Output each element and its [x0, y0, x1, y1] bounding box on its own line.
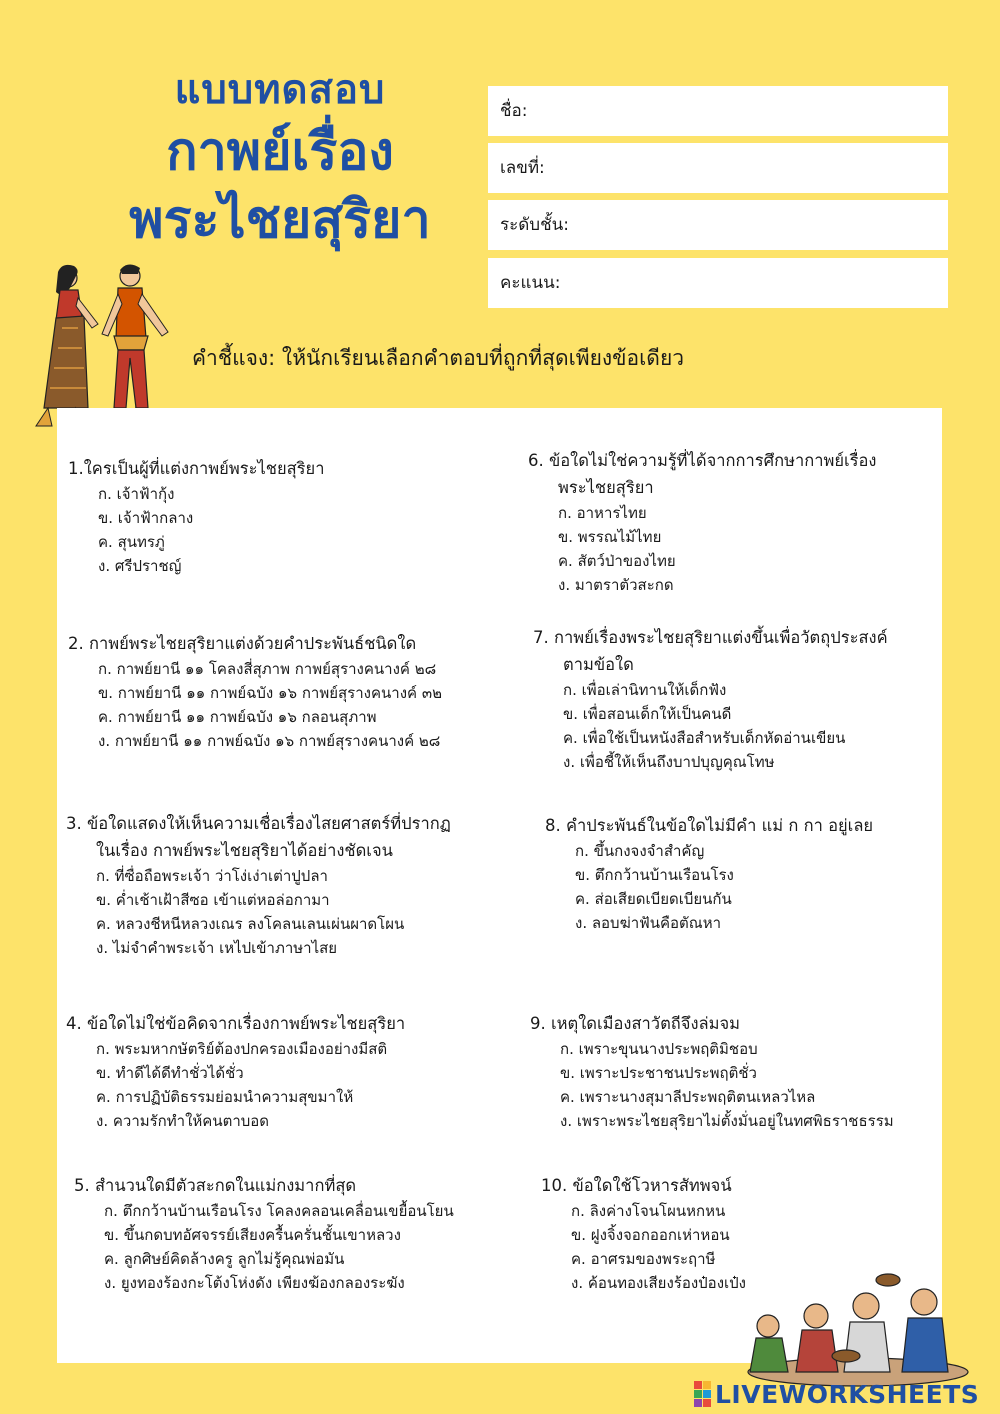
question-5 — [74, 1172, 454, 1295]
question-5-stem: 5. สำนวนใดมีตัวสะกดในแม่กงมากที่สุด — [74, 1176, 357, 1195]
question-3 — [66, 810, 451, 960]
worksheet-title — [70, 62, 490, 254]
logo-blocks-icon — [694, 1381, 711, 1407]
question-2-option-d[interactable]: ง. กาพย์ยานี ๑๑ กาพย์ฉบัง ๑๖ กาพย์สุรางคนางค์ ๒๘ — [98, 732, 441, 750]
question-6 — [528, 447, 877, 597]
logo-block — [694, 1381, 702, 1389]
question-7-option-c[interactable]: ค. เพื่อใช้เป็นหนังสือสำหรับเด็กหัดอ่านเขียน — [563, 729, 846, 747]
question-8-option-a[interactable]: ก. ขึ้นกงจงจำสำคัญ — [575, 842, 705, 860]
question-7-stem-continued: ตามข้อใด — [563, 655, 634, 674]
question-9-option-d[interactable]: ง. เพราะพระไชยสุริยาไม่ตั้งมั่นอยู่ในทศพิธราชธรรม — [560, 1112, 894, 1130]
question-6-option-d[interactable]: ง. มาตราตัวสะกด — [558, 576, 674, 594]
question-2-option-a[interactable]: ก. กาพย์ยานี ๑๑ โคลงสี่สุภาพ กาพย์สุรางคนางค์ ๒๘ — [98, 660, 437, 678]
question-10 — [541, 1172, 746, 1295]
question-8 — [545, 812, 873, 935]
question-1-option-b[interactable]: ข. เจ้าฟ้ากลาง — [98, 509, 194, 527]
question-10-option-a[interactable]: ก. ลิงค่างโจนโผนหกหน — [571, 1202, 726, 1220]
logo-block — [703, 1390, 711, 1398]
question-8-option-d[interactable]: ง. ลอบฆ่าฟันคือตัณหา — [575, 914, 722, 932]
question-9-stem: 9. เหตุใดเมืองสาวัตถีจึงล่มจม — [530, 1014, 741, 1033]
liveworksheets-logo — [694, 1378, 979, 1410]
number-field[interactable] — [488, 143, 948, 193]
question-9 — [530, 1010, 894, 1133]
question-9-option-a[interactable]: ก. เพราะขุนนางประพฤติมิชอบ — [560, 1040, 758, 1058]
question-1-stem: 1.ใครเป็นผู้ที่แต่งกาพย์พระไชยสุริยา — [68, 459, 325, 478]
logo-block — [694, 1399, 702, 1407]
question-7-stem: 7. กาพย์เรื่องพระไชยสุริยาแต่งขึ้นเพื่อวัตถุประสงค์ — [533, 628, 888, 647]
question-3-option-a[interactable]: ก. ที่ซื่อถือพระเจ้า ว่าโง่เง่าเต่าปูปลา — [96, 867, 328, 885]
question-4-stem: 4. ข้อใดไม่ใช่ข้อคิดจากเรื่องกาพย์พระไชยสุริยา — [66, 1014, 406, 1033]
question-3-stem-continued: ในเรื่อง กาพย์พระไชยสุริยาได้อย่างชัดเจน — [96, 841, 393, 860]
question-5-option-c[interactable]: ค. ลูกศิษย์คิดล้างครู ลูกไม่รู้คุณพ่อมัน — [104, 1250, 345, 1268]
woman-figure — [36, 265, 98, 428]
question-6-stem-continued: พระไชยสุริยา — [558, 478, 654, 497]
grade-field[interactable] — [488, 200, 948, 250]
question-2-option-c[interactable]: ค. กาพย์ยานี ๑๑ กาพย์ฉบัง ๑๖ กลอนสุภาพ — [98, 708, 377, 726]
logo-block — [703, 1381, 711, 1389]
question-10-option-d[interactable]: ง. ค้อนทองเสียงร้องป๋องเป๋ง — [571, 1274, 746, 1292]
question-3-stem: 3. ข้อใดแสดงให้เห็นความเชื่อเรื่องไสยศาสตร์ที่ปรากฏ — [66, 814, 451, 833]
question-10-option-c[interactable]: ค. อาศรมของพระฤาษี — [571, 1250, 716, 1268]
name-field[interactable] — [488, 86, 948, 136]
question-4-option-c[interactable]: ค. การปฏิบัติธรรมย่อมนำความสุขมาให้ — [96, 1088, 354, 1106]
group-eating-illustration — [738, 1268, 978, 1388]
question-4 — [66, 1010, 405, 1133]
question-2 — [68, 630, 442, 753]
question-2-option-b[interactable]: ข. กาพย์ยานี ๑๑ กาพย์ฉบัง ๑๖ กาพย์สุรางคนางค์ ๓๒ — [98, 684, 442, 702]
question-1-option-a[interactable]: ก. เจ้าฟ้ากุ้ง — [98, 485, 175, 503]
question-4-option-a[interactable]: ก. พระมหากษัตริย์ต้องปกครองเมืองอย่างมีสติ — [96, 1040, 388, 1058]
question-7-option-d[interactable]: ง. เพื่อชี้ให้เห็นถึงบาปบุญคุณโทษ — [563, 753, 775, 771]
question-6-option-a[interactable]: ก. อาหารไทย — [558, 504, 647, 522]
score-field[interactable] — [488, 258, 948, 308]
question-6-stem: 6. ข้อใดไม่ใช่ความรู้ที่ได้จากการศึกษากาพย์เรื่อง — [528, 451, 877, 470]
question-7-option-a[interactable]: ก. เพื่อเล่านิทานให้เด็กฟัง — [563, 681, 727, 699]
question-2-stem: 2. กาพย์พระไชยสุริยาแต่งด้วยคำประพันธ์ชนิดใด — [68, 634, 417, 653]
question-4-option-b[interactable]: ข. ทำดีได้ดีทำชั่วได้ชั่ว — [96, 1064, 244, 1082]
title-line-1: แบบทดสอบ — [174, 67, 386, 113]
question-4-option-d[interactable]: ง. ความรักทำให้คนตาบอด — [96, 1112, 270, 1130]
question-3-option-c[interactable]: ค. หลวงชีหนีหลวงเณร ลงโคลนเลนเผ่นผาดโผน — [96, 915, 405, 933]
score-label: คะแนน: — [500, 273, 561, 293]
question-10-option-b[interactable]: ข. ฝูงจิ้งจอกออกเห่าหอน — [571, 1226, 730, 1244]
question-7-option-b[interactable]: ข. เพื่อสอนเด็กให้เป็นคนดี — [563, 705, 732, 723]
question-8-option-b[interactable]: ข. ตึกกว้านบ้านเรือนโรง — [575, 866, 734, 884]
question-1 — [68, 455, 324, 578]
question-10-stem: 10. ข้อใดใช้โวหารสัทพจน์ — [541, 1176, 732, 1195]
question-9-option-c[interactable]: ค. เพราะนางสุมาลีประพฤติตนเหลวไหล — [560, 1088, 816, 1106]
question-7 — [533, 624, 888, 774]
number-label: เลขที่: — [500, 158, 545, 178]
title-line-3: พระไชยสุริยา — [129, 190, 431, 250]
logo-wordmark: LIVEWORKSHEETS — [715, 1379, 980, 1409]
instruction-text: คำชี้แจง: ให้นักเรียนเลือกคำตอบที่ถูกที่สุดเพียงข้อเดียว — [192, 346, 685, 370]
question-1-option-c[interactable]: ค. สุนทรภู่ — [98, 533, 165, 551]
question-3-option-d[interactable]: ง. ไม่จำคำพระเจ้า เหไปเข้าภาษาไสย — [96, 939, 338, 957]
question-1-option-d[interactable]: ง. ศรีปราชญ์ — [98, 557, 182, 575]
question-9-option-b[interactable]: ข. เพราะประชาชนประพฤติชั่ว — [560, 1064, 757, 1082]
question-5-option-b[interactable]: ข. ขึ้นกดบทอัศจรรย์เสียงครื้นครั่นชั้นเขาหลวง — [104, 1226, 401, 1244]
logo-block — [694, 1390, 702, 1398]
logo-block — [703, 1399, 711, 1407]
title-line-2: กาพย์เรื่อง — [166, 122, 394, 182]
question-5-option-d[interactable]: ง. ยูงทองร้องกะโต้งโห่งดัง เพียงฆ้องกลองระฆัง — [104, 1274, 405, 1292]
question-8-option-c[interactable]: ค. ส่อเสียดเบียดเบียนกัน — [575, 890, 732, 908]
question-6-option-b[interactable]: ข. พรรณไม้ไทย — [558, 528, 662, 546]
question-5-option-a[interactable]: ก. ตึกกว้านบ้านเรือนโรง โคลงคลอนเคลื่อนเขยื้อนโยน — [104, 1202, 454, 1220]
question-6-option-c[interactable]: ค. สัตว์ป่าของไทย — [558, 552, 676, 570]
grade-label: ระดับชั้น: — [500, 215, 569, 235]
question-3-option-b[interactable]: ข. ค่ำเช้าเฝ้าสีซอ เข้าแต่หอล่อกามา — [96, 891, 330, 909]
question-8-stem: 8. คำประพันธ์ในข้อใดไม่มีคำ แม่ ก กา อยู่เลย — [545, 816, 874, 835]
name-label: ชื่อ: — [500, 101, 528, 121]
